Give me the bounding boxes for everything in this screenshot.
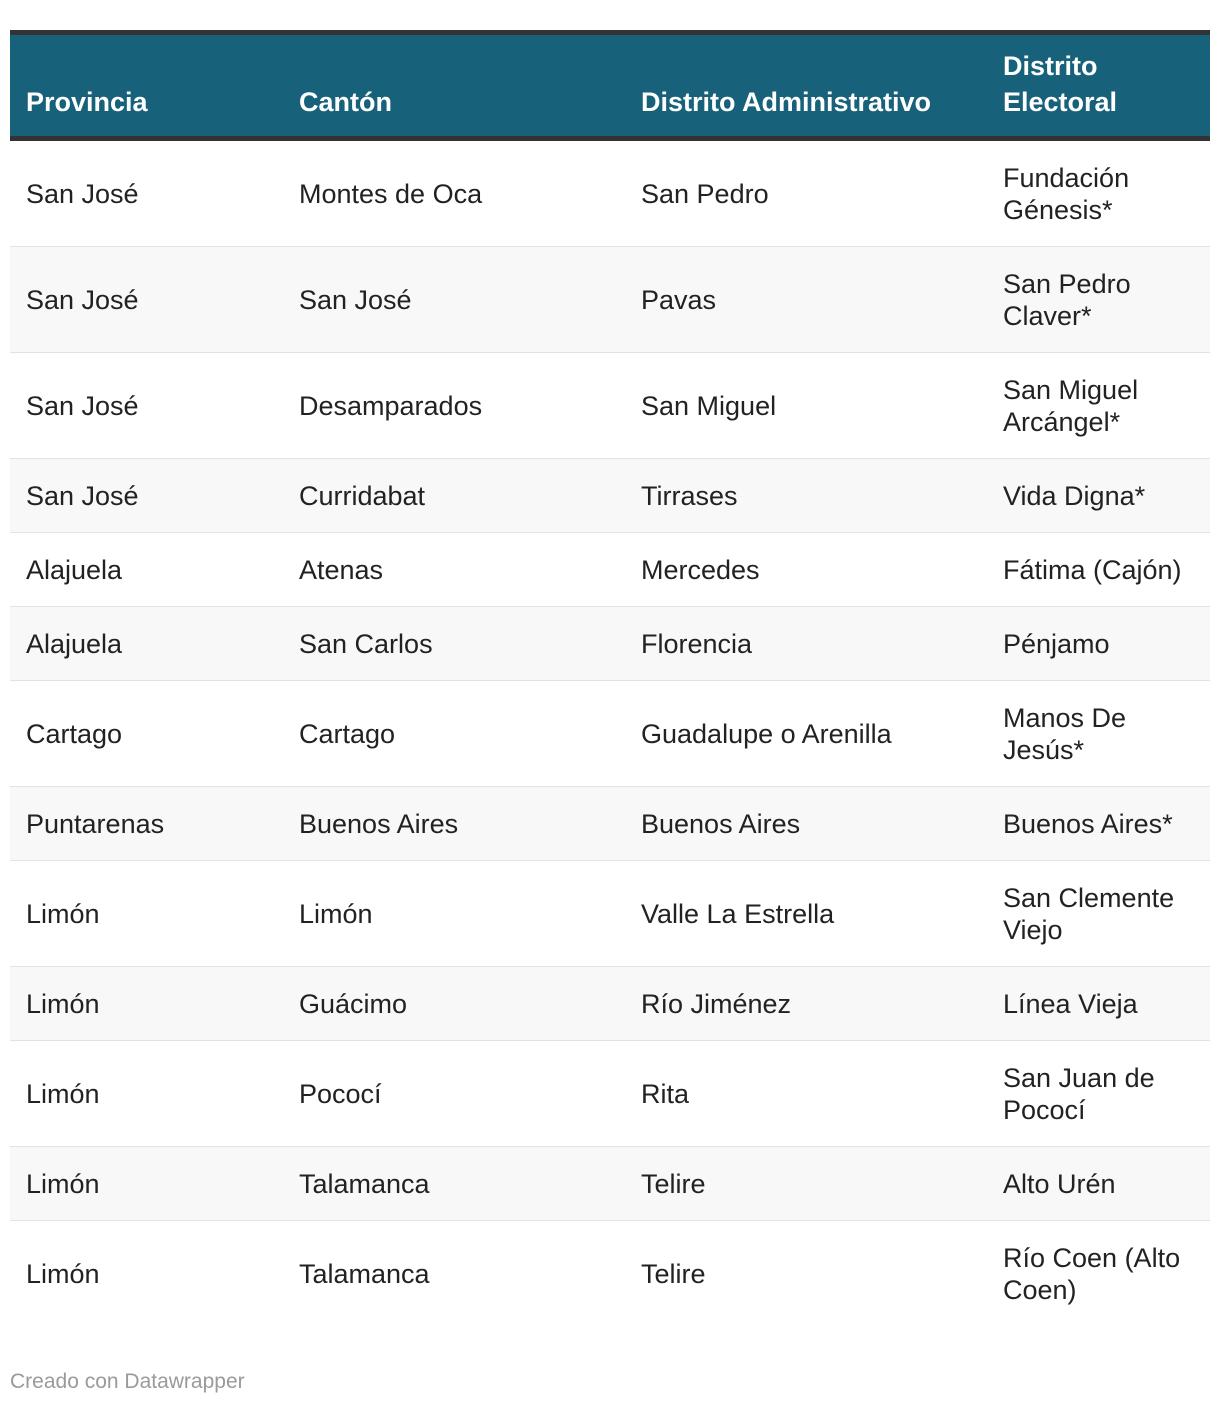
cell-distrito-electoral: San Juan de Pococí	[1003, 1062, 1155, 1125]
cell-canton: Buenos Aires	[299, 808, 459, 839]
table-row	[10, 1041, 1210, 1147]
cell-provincia: Limón	[26, 1078, 100, 1109]
cell-distrito-administrativo: Telire	[641, 1168, 706, 1199]
cell-distrito-electoral: Vida Digna*	[1003, 480, 1146, 511]
table-row	[10, 681, 1210, 787]
cell-provincia: San José	[26, 390, 139, 421]
table-row	[10, 607, 1210, 681]
cell-distrito-administrativo: Río Jiménez	[641, 988, 792, 1019]
cell-provincia: Limón	[26, 988, 100, 1019]
cell-distrito-administrativo: Rita	[641, 1078, 690, 1109]
cell-distrito-administrativo: Florencia	[641, 628, 753, 659]
cell-distrito-administrativo: Pavas	[641, 284, 717, 315]
datawrapper-credit-link[interactable]: Creado con Datawrapper	[10, 1370, 245, 1393]
cell-distrito-administrativo: Guadalupe o Arenilla	[641, 718, 892, 749]
cell-distrito-electoral: San Miguel Arcángel*	[1003, 374, 1139, 437]
table-row	[10, 353, 1210, 459]
table-row	[10, 967, 1210, 1041]
table-row	[10, 861, 1210, 967]
cell-provincia: Alajuela	[26, 554, 123, 585]
cell-canton: Desamparados	[299, 390, 483, 421]
table-row	[10, 1147, 1210, 1221]
table-row	[10, 459, 1210, 533]
cell-provincia: Alajuela	[26, 628, 123, 659]
table-row	[10, 141, 1210, 247]
cell-provincia: Limón	[26, 1168, 100, 1199]
cell-canton: Guácimo	[299, 988, 408, 1019]
cell-canton: Curridabat	[299, 480, 426, 511]
cell-provincia: San José	[26, 178, 139, 209]
header-canton[interactable]: Cantón	[299, 87, 392, 117]
cell-distrito-administrativo: Buenos Aires	[641, 808, 801, 839]
cell-distrito-administrativo: Tirrases	[641, 480, 738, 511]
table-row	[10, 787, 1210, 861]
table-row	[10, 533, 1210, 607]
cell-distrito-administrativo: Mercedes	[641, 554, 760, 585]
cell-distrito-electoral: Fundación Génesis*	[1003, 162, 1130, 225]
cell-distrito-administrativo: Telire	[641, 1259, 706, 1289]
cell-distrito-electoral: San Pedro Claver*	[1003, 268, 1131, 331]
table-row	[10, 247, 1210, 353]
cell-provincia: Puntarenas	[26, 808, 165, 839]
header-provincia[interactable]: Provincia	[26, 87, 148, 117]
cell-canton: Atenas	[299, 554, 384, 585]
table-row	[10, 1221, 1210, 1327]
cell-provincia: San José	[26, 480, 139, 511]
header-distrito-electoral[interactable]: Distrito Electoral	[1003, 51, 1118, 117]
cell-canton: San José	[299, 284, 412, 315]
cell-canton: Talamanca	[299, 1259, 430, 1289]
cell-distrito-electoral: Buenos Aires*	[1003, 808, 1173, 839]
cell-distrito-electoral: San Clemente Viejo	[1003, 882, 1175, 945]
cell-distrito-electoral: Fátima (Cajón)	[1003, 554, 1182, 585]
cell-distrito-administrativo: San Pedro	[641, 178, 769, 209]
cell-distrito-electoral: Manos De Jesús*	[1003, 702, 1127, 765]
data-table	[10, 30, 1210, 1327]
cell-distrito-electoral: Río Coen (Alto Coen)	[1003, 1243, 1181, 1305]
cell-distrito-electoral: Línea Vieja	[1003, 988, 1138, 1019]
cell-provincia: Limón	[26, 898, 100, 929]
cell-canton: San Carlos	[299, 628, 433, 659]
table-header	[10, 35, 1210, 141]
cell-distrito-administrativo: Valle La Estrella	[641, 898, 835, 929]
cell-provincia: Cartago	[26, 718, 123, 749]
cell-canton: Talamanca	[299, 1168, 430, 1199]
cell-distrito-electoral: Pénjamo	[1003, 628, 1110, 659]
cell-canton: Cartago	[299, 718, 396, 749]
cell-provincia: Limón	[26, 1259, 100, 1289]
cell-canton: Pococí	[299, 1078, 382, 1109]
header-distrito-administrativo[interactable]: Distrito Administrativo	[641, 87, 932, 117]
cell-canton: Montes de Oca	[299, 178, 483, 209]
cell-provincia: San José	[26, 284, 139, 315]
cell-canton: Limón	[299, 898, 373, 929]
cell-distrito-electoral: Alto Urén	[1003, 1168, 1116, 1199]
cell-distrito-administrativo: San Miguel	[641, 390, 777, 421]
